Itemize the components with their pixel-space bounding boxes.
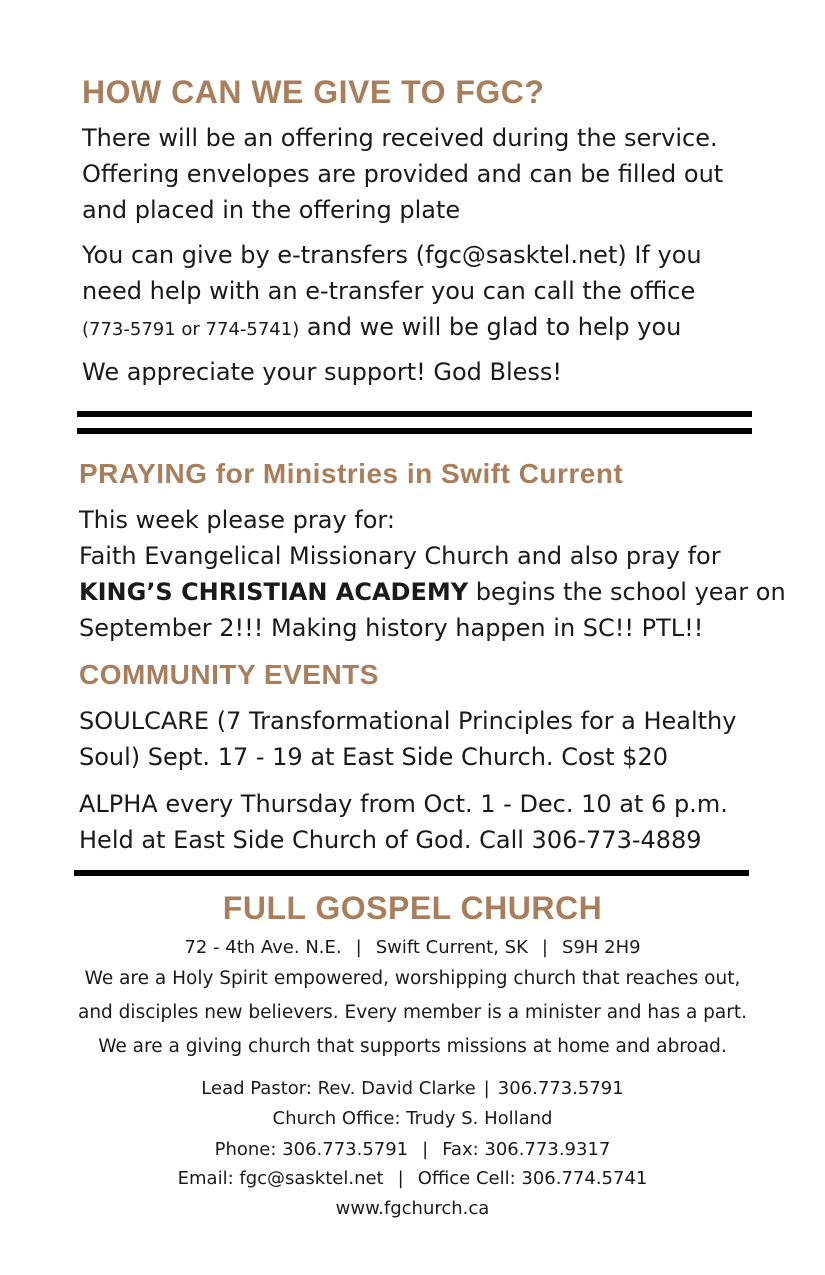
praying-title: PRAYING for Ministries in Swift Current [79,458,624,489]
giving-paragraph-1 [82,120,723,228]
separator: | [483,1078,490,1099]
giving-p1-line: Offering envelopes are provided and can be filled out [82,160,724,188]
alpha-event [79,786,728,858]
website-link[interactable]: www.fgchurch.ca [335,1198,490,1219]
mission-statement-line: We are a Holy Spirit empowered, worshipping church that reaches out, [84,968,741,989]
lead-pastor: Lead Pastor: Rev. David Clarke [201,1078,476,1099]
church-office: Church Office: Trudy S. Holland [272,1108,553,1129]
soulcare-event [79,703,736,775]
giving-title: HOW CAN WE GIVE TO FGC? [82,74,545,110]
mission-statement-line: and disciples new believers. Every member is a minister and has a part. [78,1002,747,1023]
email-cell-line [0,1168,825,1189]
community-title: COMMUNITY EVENTS [79,659,379,690]
email-link[interactable]: Email: fgc@sasktel.net [177,1168,384,1189]
church-address [0,937,825,958]
mission-statement-line: We are a giving church that supports missions at home and abroad. [98,1036,727,1057]
event-line: Soul) Sept. 17 - 19 at East Side Church. Cost $20 [79,743,668,771]
separator: | [541,937,548,958]
praying-line: This week please pray for: [79,506,395,534]
event-line: SOULCARE (7 Transformational Principles for a Healthy [79,707,737,735]
lead-pastor-phone: 306.773.5791 [497,1078,624,1099]
giving-thanks: We appreciate your support! God Bless! [82,358,563,386]
address-postal: S9H 2H9 [562,937,641,958]
divider-rule [74,870,749,876]
giving-paragraph-2 [82,237,702,348]
giving-p2-line: need help with an e-transfer you can call the office [82,277,696,305]
school-name: KING’S CHRISTIAN ACADEMY [79,578,469,606]
event-line: ALPHA every Thursday from Oct. 1 - Dec. 10 at 6 p.m. [79,790,728,818]
office-numbers: (773-5791 or 774-5741) [82,319,300,340]
address-city: Swift Current, SK [375,937,528,958]
phone-number: Phone: 306.773.5791 [214,1139,409,1160]
separator: | [422,1139,429,1160]
giving-p1-line: There will be an offering received during the service. [82,124,718,152]
separator: | [397,1168,404,1189]
praying-line: Faith Evangelical Missionary Church and also pray for [79,542,721,570]
lead-pastor-line [0,1078,825,1099]
giving-p1-line: and placed in the offering plate [82,196,461,224]
fax-number: Fax: 306.773.9317 [442,1139,611,1160]
office-cell: Office Cell: 306.774.5741 [417,1168,648,1189]
church-name: FULL GOSPEL CHURCH [222,890,603,926]
separator: | [355,937,362,958]
address-street: 72 - 4th Ave. N.E. [184,937,342,958]
phone-fax-line [0,1139,825,1160]
praying-line: September 2!!! Making history happen in SC!! PTL!! [79,614,704,642]
divider-rule [77,411,752,417]
giving-p2-line: and we will be glad to help you [299,313,682,341]
giving-p2-line: You can give by e-transfers (fgc@sasktel.net) If you [82,241,702,269]
event-line: Held at East Side Church of God. Call 306-773-4889 [79,826,702,854]
praying-paragraph [79,502,786,646]
divider-rule [77,428,752,434]
praying-line: begins the school year on [468,578,786,606]
